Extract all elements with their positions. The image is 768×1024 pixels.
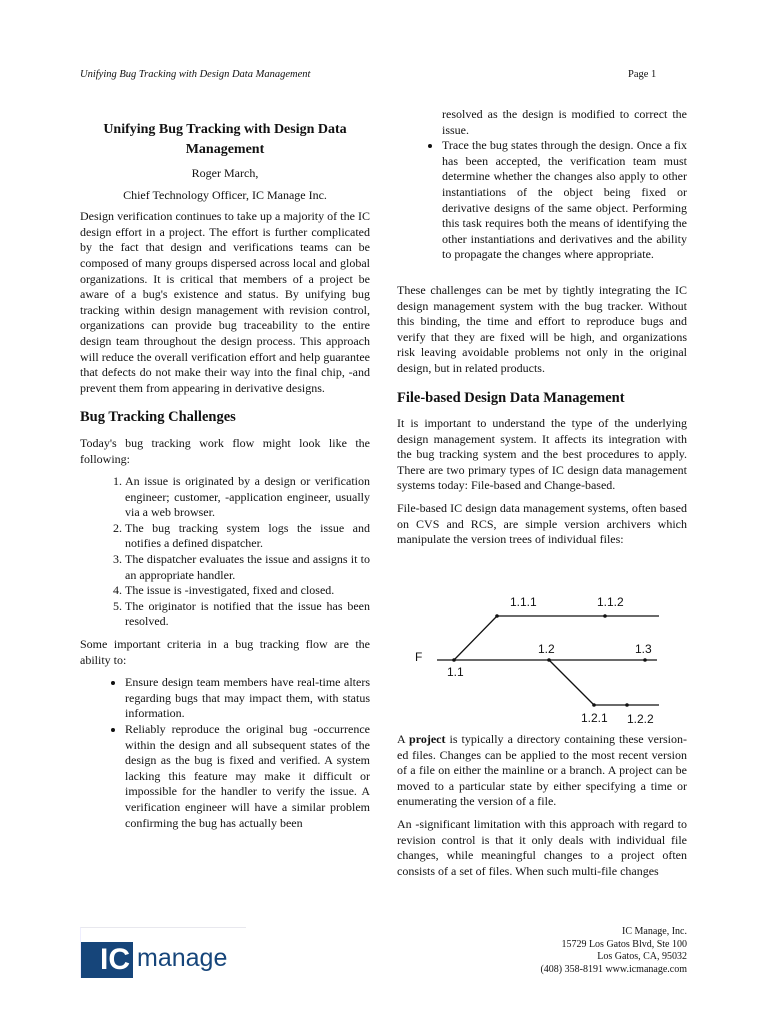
logo-ic-block: IC	[81, 942, 133, 978]
list-item: 3. The dispatcher evaluates the issue and assigns it to an appropriate handler.	[125, 552, 370, 583]
author-affiliation: Chief Technology Officer, IC Manage Inc.	[123, 187, 327, 202]
label-1-3: 1.3	[635, 642, 652, 656]
street-address: 15729 Los Gatos Blvd, Ste 100	[561, 938, 687, 950]
criteria-intro: Some important criteria in a bug tracking flow are the ability to:	[80, 637, 370, 667]
version-node	[643, 658, 647, 662]
company-logo	[80, 927, 246, 978]
author-name: Roger March,	[191, 166, 259, 180]
list-item: • Trace the bug states through the design. Once a fix has been accepted, the verification team must determine whether the changes also apply to other instantiations of the object being fixed or derivative designs of the same object. Performing this task requires both the means of identifying the other instantiations and derivatives and the ability to propagate the changes where appropriate.	[442, 138, 687, 263]
dm-types-paragraph: It is important to understand the type of the underlying design management system. It affects its integration with the bug tracking system and the best procedures to apply. There are two primary types of IC design data management systems today: File-based and Change-based.	[397, 416, 687, 493]
label-1-2-2: 1.2.2	[627, 712, 654, 726]
contact-info: (408) 358-8191 www.icmanage.com	[540, 963, 687, 975]
list-item: • Reliably reproduce the original bug -occurrence within the design and all subsequent states of the design as the bug is fixed and verified. A system lacking this feature may make it difficult or impossible for the handler to verify the issue. A verification engineer will have a similar problem confirming the bug has actually been	[125, 722, 370, 831]
label-1-2-1: 1.2.1	[581, 711, 608, 725]
version-node	[603, 614, 607, 618]
footer-address	[500, 926, 687, 976]
article-title: Unifying Bug Tracking with Design Data Management	[103, 122, 347, 157]
logo-wordmark: manage	[137, 944, 228, 972]
version-node	[452, 658, 456, 662]
workflow-intro: Today's bug tracking work flow might look like the following:	[80, 435, 370, 466]
version-tree-diagram	[397, 590, 687, 730]
criteria-list-continued	[397, 138, 687, 263]
version-node	[592, 703, 596, 707]
list-item: 4. The issue is -investigated, fixed and closed.	[125, 583, 370, 599]
company-name: IC Manage, Inc.	[622, 926, 687, 937]
label-f: F	[415, 650, 423, 664]
integration-paragraph: These challenges can be met by tightly integrating the IC design management system with the bug tracker. Without this binding, the time and effort to reproduce bugs and verify that they are fixed will be high, and organizations risk leaving avoidable problems not only in the original design, but in related products.	[397, 282, 687, 375]
running-header-title: Unifying Bug Tracking with Design Data Management	[80, 69, 311, 80]
section-heading-file-based: File-based Design Data Management	[397, 389, 625, 406]
file-based-paragraph: File-based IC design data management systems, often based on CVS and RCS, are simple version archivers which manipulate the version trees of individual files:	[397, 501, 687, 547]
city-address: Los Gatos, CA, 95032	[597, 951, 687, 963]
workflow-steps	[80, 474, 370, 630]
list-item: 1. An issue is originated by a design or verification engineer; customer, -application engineer, usually via a web browser.	[125, 474, 370, 521]
list-item: 5. The originator is notified that the issue has been resolved.	[125, 599, 370, 630]
section-heading-bug-tracking: Bug Tracking Challenges	[80, 409, 236, 426]
version-node	[547, 658, 551, 662]
project-paragraph: A project is typically a directory containing these version-ed files. Changes can be applied to the most recent version of a file on either the mainline or a branch. A project can be moved to a particular state by either specifying a time or enumerating the version of a file.	[397, 732, 687, 809]
list-item: • Ensure design team members have real-time alters regarding bugs that may impact them, with status information.	[125, 675, 370, 722]
continued-bullet-text: resolved as the design is modified to correct the issue.	[442, 107, 687, 137]
page-number: Page 1	[628, 69, 657, 80]
version-node	[495, 614, 499, 618]
branch-link-1-2	[549, 660, 594, 705]
list-item: 2. The bug tracking system logs the issue and notifies a defined dispatcher.	[125, 521, 370, 552]
right-column-lower	[397, 732, 687, 879]
intro-paragraph: Design verification continues to take up a majority of the IC design effort in a project. The effort is further complicated by the fact that design and verifications teams can be composed of many groups dispersed across local and global organizations. It is critical that members of a project be aware of a bug's existence and status. By unifying bug tracking within design management with revision control, organizations can provide bug traceability to the entire design team throughout the design process. This approach will reduce the overall verification effort and help guarantee that defects do not make their way into the final chip, -and prevent them from appearing in derivative designs.	[80, 209, 370, 395]
label-1-1-1: 1.1.1	[510, 595, 537, 609]
limitation-paragraph: An -significant limitation with this approach with regard to revision control is that it only deals with individual file changes, while meaningful changes to a project often consists of a set of files. When such multi-file changes	[397, 816, 687, 878]
branch-link-1-1	[454, 616, 497, 660]
label-1-2: 1.2	[538, 642, 555, 656]
version-node	[625, 703, 629, 707]
criteria-list	[80, 675, 370, 831]
left-column	[80, 120, 370, 831]
right-column	[397, 107, 687, 548]
label-1-1: 1.1	[447, 665, 464, 679]
project-term: project	[409, 732, 446, 746]
label-1-1-2: 1.1.2	[597, 595, 624, 609]
